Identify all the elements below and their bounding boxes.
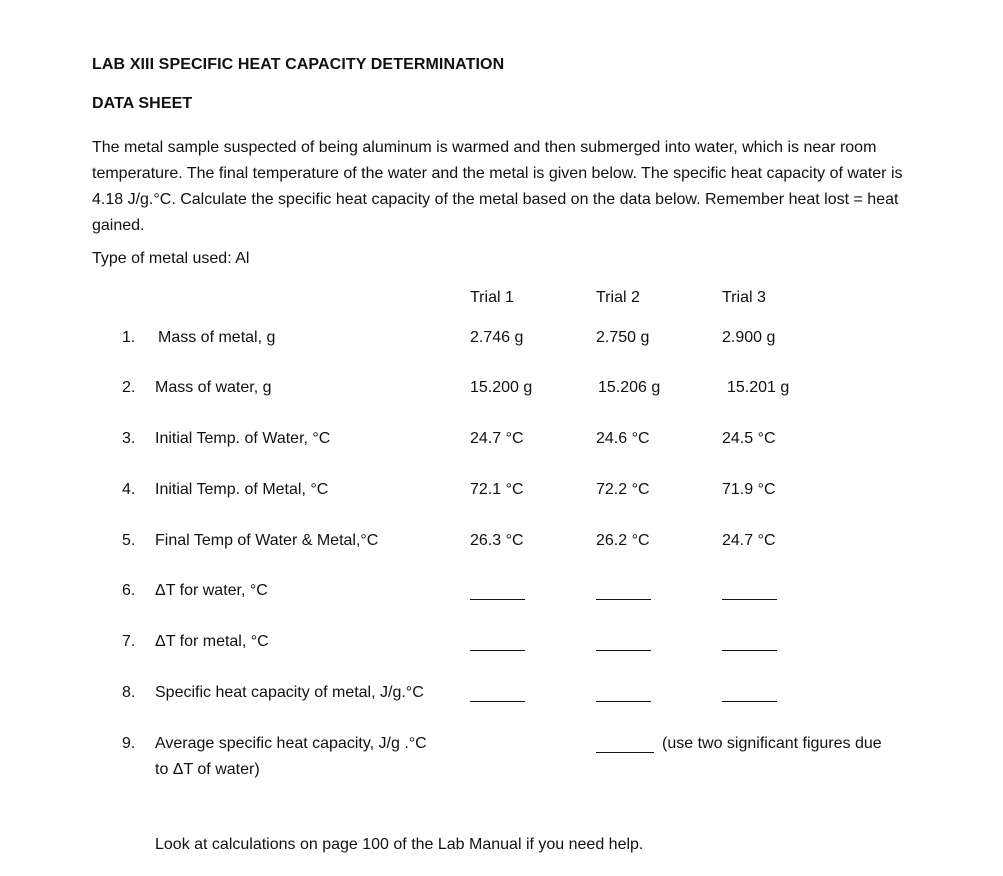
- trial-3-header: Trial 3: [722, 289, 766, 306]
- footer-note: Look at calculations on page 100 of the Lab Manual if you need help.: [155, 836, 644, 853]
- row-6-label: ΔT for water, °C: [155, 582, 268, 599]
- row-2-trial-1: 15.200 g: [470, 379, 533, 396]
- row-9-number: 9.: [122, 735, 136, 752]
- row-8-label: Specific heat capacity of metal, J/g.°C: [155, 684, 424, 701]
- row-6-trial-2-blank[interactable]: [596, 599, 651, 600]
- intro-paragraph: The metal sample suspected of being aluminum is warmed and then submerged into water, which is near room temperature. The final temperature of the water and the metal is given below. The specific heat capacity of water is 4.18 J/g.°C. Calculate the specific heat capacity of the metal based on the data below. Remember heat lost = heat gained.: [92, 139, 903, 234]
- row-9-label-line-1: Average specific heat capacity, J/g .°C: [155, 735, 427, 752]
- row-8-number: 8.: [122, 684, 136, 701]
- trial-2-header: Trial 2: [596, 289, 640, 306]
- row-6-trial-1-blank[interactable]: [470, 599, 525, 600]
- row-5-trial-2: 26.2 °C: [596, 532, 650, 549]
- row-8-trial-1-blank[interactable]: [470, 701, 525, 702]
- row-2-label: Mass of water, g: [155, 379, 272, 396]
- row-7-number: 7.: [122, 633, 136, 650]
- row-2-trial-3: 15.201 g: [727, 379, 790, 396]
- row-1-trial-3: 2.900 g: [722, 329, 776, 346]
- row-4-label: Initial Temp. of Metal, °C: [155, 481, 329, 498]
- row-8-trial-3-blank[interactable]: [722, 701, 777, 702]
- row-3-trial-1: 24.7 °C: [470, 430, 524, 447]
- row-2-trial-2: 15.206 g: [598, 379, 661, 396]
- row-3-trial-2: 24.6 °C: [596, 430, 650, 447]
- row-7-label: ΔT for metal, °C: [155, 633, 269, 650]
- row-5-trial-1: 26.3 °C: [470, 532, 524, 549]
- row-3-number: 3.: [122, 430, 136, 447]
- row-7-trial-3-blank[interactable]: [722, 650, 777, 651]
- metal-type: Type of metal used: Al: [92, 250, 250, 267]
- row-3-trial-3: 24.5 °C: [722, 430, 776, 447]
- data-sheet-heading: DATA SHEET: [92, 95, 193, 112]
- row-5-label: Final Temp of Water & Metal,°C: [155, 532, 379, 549]
- row-6-number: 6.: [122, 582, 136, 599]
- lab-title: LAB XIII SPECIFIC HEAT CAPACITY DETERMINATION: [92, 56, 505, 73]
- row-1-trial-1: 2.746 g: [470, 329, 524, 346]
- row-9-note: (use two significant figures due: [662, 735, 882, 752]
- row-9-label-line-2: to ΔT of water): [155, 761, 260, 778]
- row-5-trial-3: 24.7 °C: [722, 532, 776, 549]
- row-4-trial-1: 72.1 °C: [470, 481, 524, 498]
- row-7-trial-1-blank[interactable]: [470, 650, 525, 651]
- row-7-trial-2-blank[interactable]: [596, 650, 651, 651]
- row-5-number: 5.: [122, 532, 136, 549]
- row-3-label: Initial Temp. of Water, °C: [155, 430, 331, 447]
- row-1-number: 1.: [122, 329, 136, 346]
- row-4-trial-2: 72.2 °C: [596, 481, 650, 498]
- row-1-label: Mass of metal, g: [158, 329, 276, 346]
- row-2-number: 2.: [122, 379, 136, 396]
- row-8-trial-2-blank[interactable]: [596, 701, 651, 702]
- row-1-trial-2: 2.750 g: [596, 329, 650, 346]
- trial-1-header: Trial 1: [470, 289, 514, 306]
- row-4-number: 4.: [122, 481, 136, 498]
- row-4-trial-3: 71.9 °C: [722, 481, 776, 498]
- row-6-trial-3-blank[interactable]: [722, 599, 777, 600]
- row-9-average-blank[interactable]: [596, 752, 654, 753]
